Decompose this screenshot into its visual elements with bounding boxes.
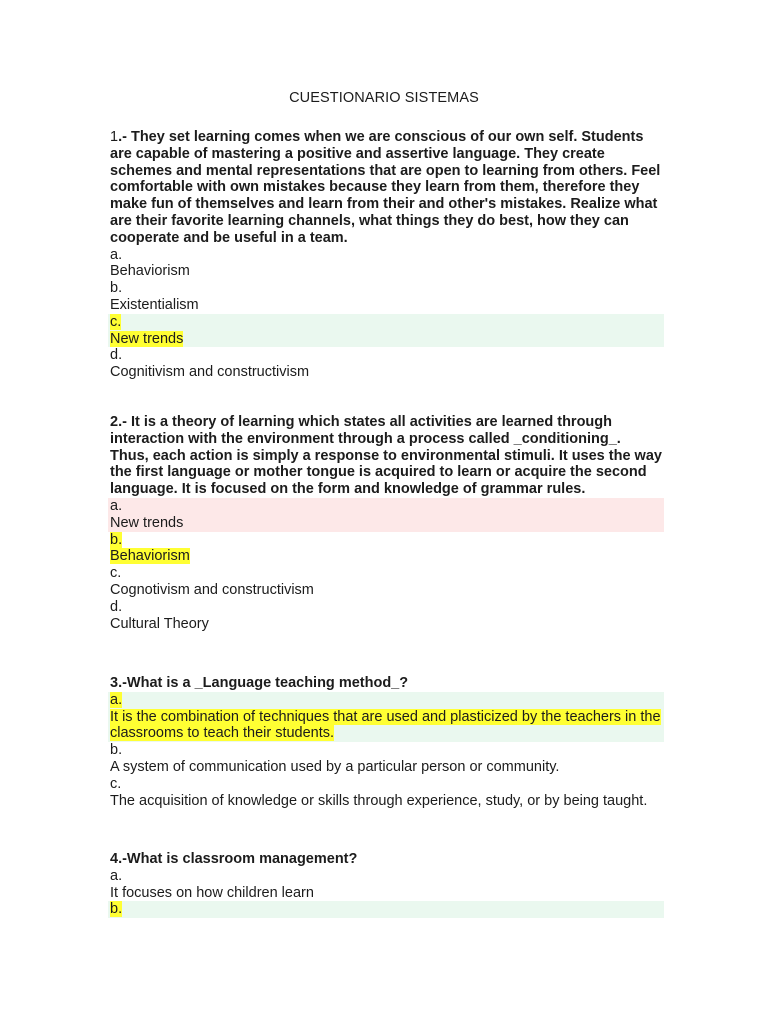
option-answer: New trends xyxy=(110,330,184,347)
option-answer: A system of communication used by a particular person or community. xyxy=(110,758,560,775)
document-title: CUESTIONARIO SISTEMAS xyxy=(289,90,479,106)
question-4 xyxy=(110,851,662,918)
option-letter: a. xyxy=(110,246,123,263)
question-text xyxy=(110,129,662,247)
option-letter: a. xyxy=(110,497,123,514)
option-answer: Behaviorism xyxy=(110,263,190,280)
option-letter: d. xyxy=(110,598,123,615)
option-answer: It is the combination of techniques that are used and plasticized by the teachers in the classrooms to teach their students. xyxy=(110,708,661,742)
option-letter: b. xyxy=(110,280,123,297)
option-letter: a. xyxy=(110,867,123,884)
question-text: 3.-What is a _Language teaching method_? xyxy=(110,675,409,691)
option-d[interactable] xyxy=(110,347,662,381)
option-a-wrong[interactable] xyxy=(108,498,664,532)
option-answer: The acquisition of knowledge or skills through experience, study, or by being taught. xyxy=(110,792,648,809)
question-number: 1 xyxy=(110,129,119,145)
option-d[interactable] xyxy=(110,599,662,633)
option-answer: Existentialism xyxy=(110,296,199,313)
question-3 xyxy=(110,675,662,809)
option-b[interactable] xyxy=(110,280,662,314)
question-1 xyxy=(110,129,662,381)
question-2 xyxy=(110,414,662,632)
option-answer: Cognitivism and constructivism xyxy=(110,364,310,381)
option-answer: It focuses on how children learn xyxy=(110,884,314,901)
option-letter: c. xyxy=(110,565,122,582)
option-a[interactable] xyxy=(110,247,662,281)
question-text: 4.-What is classroom management? xyxy=(110,851,358,867)
option-b-correct[interactable] xyxy=(110,532,662,566)
option-letter: c. xyxy=(110,775,122,792)
option-b[interactable] xyxy=(110,742,662,776)
question-text: 2.- It is a theory of learning which states all activities are learned through interaction with the environment through a process called _conditioning_. Thus, each action is simply a response to environmental stimuli. It uses the way the first language or mother tongue is acquired to learn or acquire the second language. It is focused on the form and knowledge of grammar rules. xyxy=(110,414,662,498)
option-letter: b. xyxy=(110,742,123,759)
option-b-correct[interactable] xyxy=(108,901,664,918)
option-letter: c. xyxy=(110,313,122,330)
question-body: .- They set learning comes when we are conscious of our own self. Students are capable of mastering a positive and assertive language. They create schemes and mental representations that are open to learning from others. Feel comfortable with own mistakes because they learn from them, therefore they make fun of themselves and learn from their and other's mistakes. Realize what are their favorite learning channels, what things they do best, how they can cooperate and be useful in a team. xyxy=(110,129,661,246)
option-letter: a. xyxy=(110,691,123,708)
option-answer: Behaviorism xyxy=(110,548,190,565)
option-c[interactable] xyxy=(110,565,662,599)
option-answer: Cultural Theory xyxy=(110,615,209,632)
option-c[interactable] xyxy=(110,776,662,810)
option-answer: New trends xyxy=(110,514,184,531)
option-letter: b. xyxy=(110,531,123,548)
option-a[interactable] xyxy=(110,868,662,902)
option-a-correct[interactable] xyxy=(108,692,664,742)
option-letter: b. xyxy=(110,901,123,918)
option-answer: Cognotivism and constructivism xyxy=(110,581,314,598)
option-letter: d. xyxy=(110,347,123,364)
option-c-correct[interactable] xyxy=(108,314,664,348)
